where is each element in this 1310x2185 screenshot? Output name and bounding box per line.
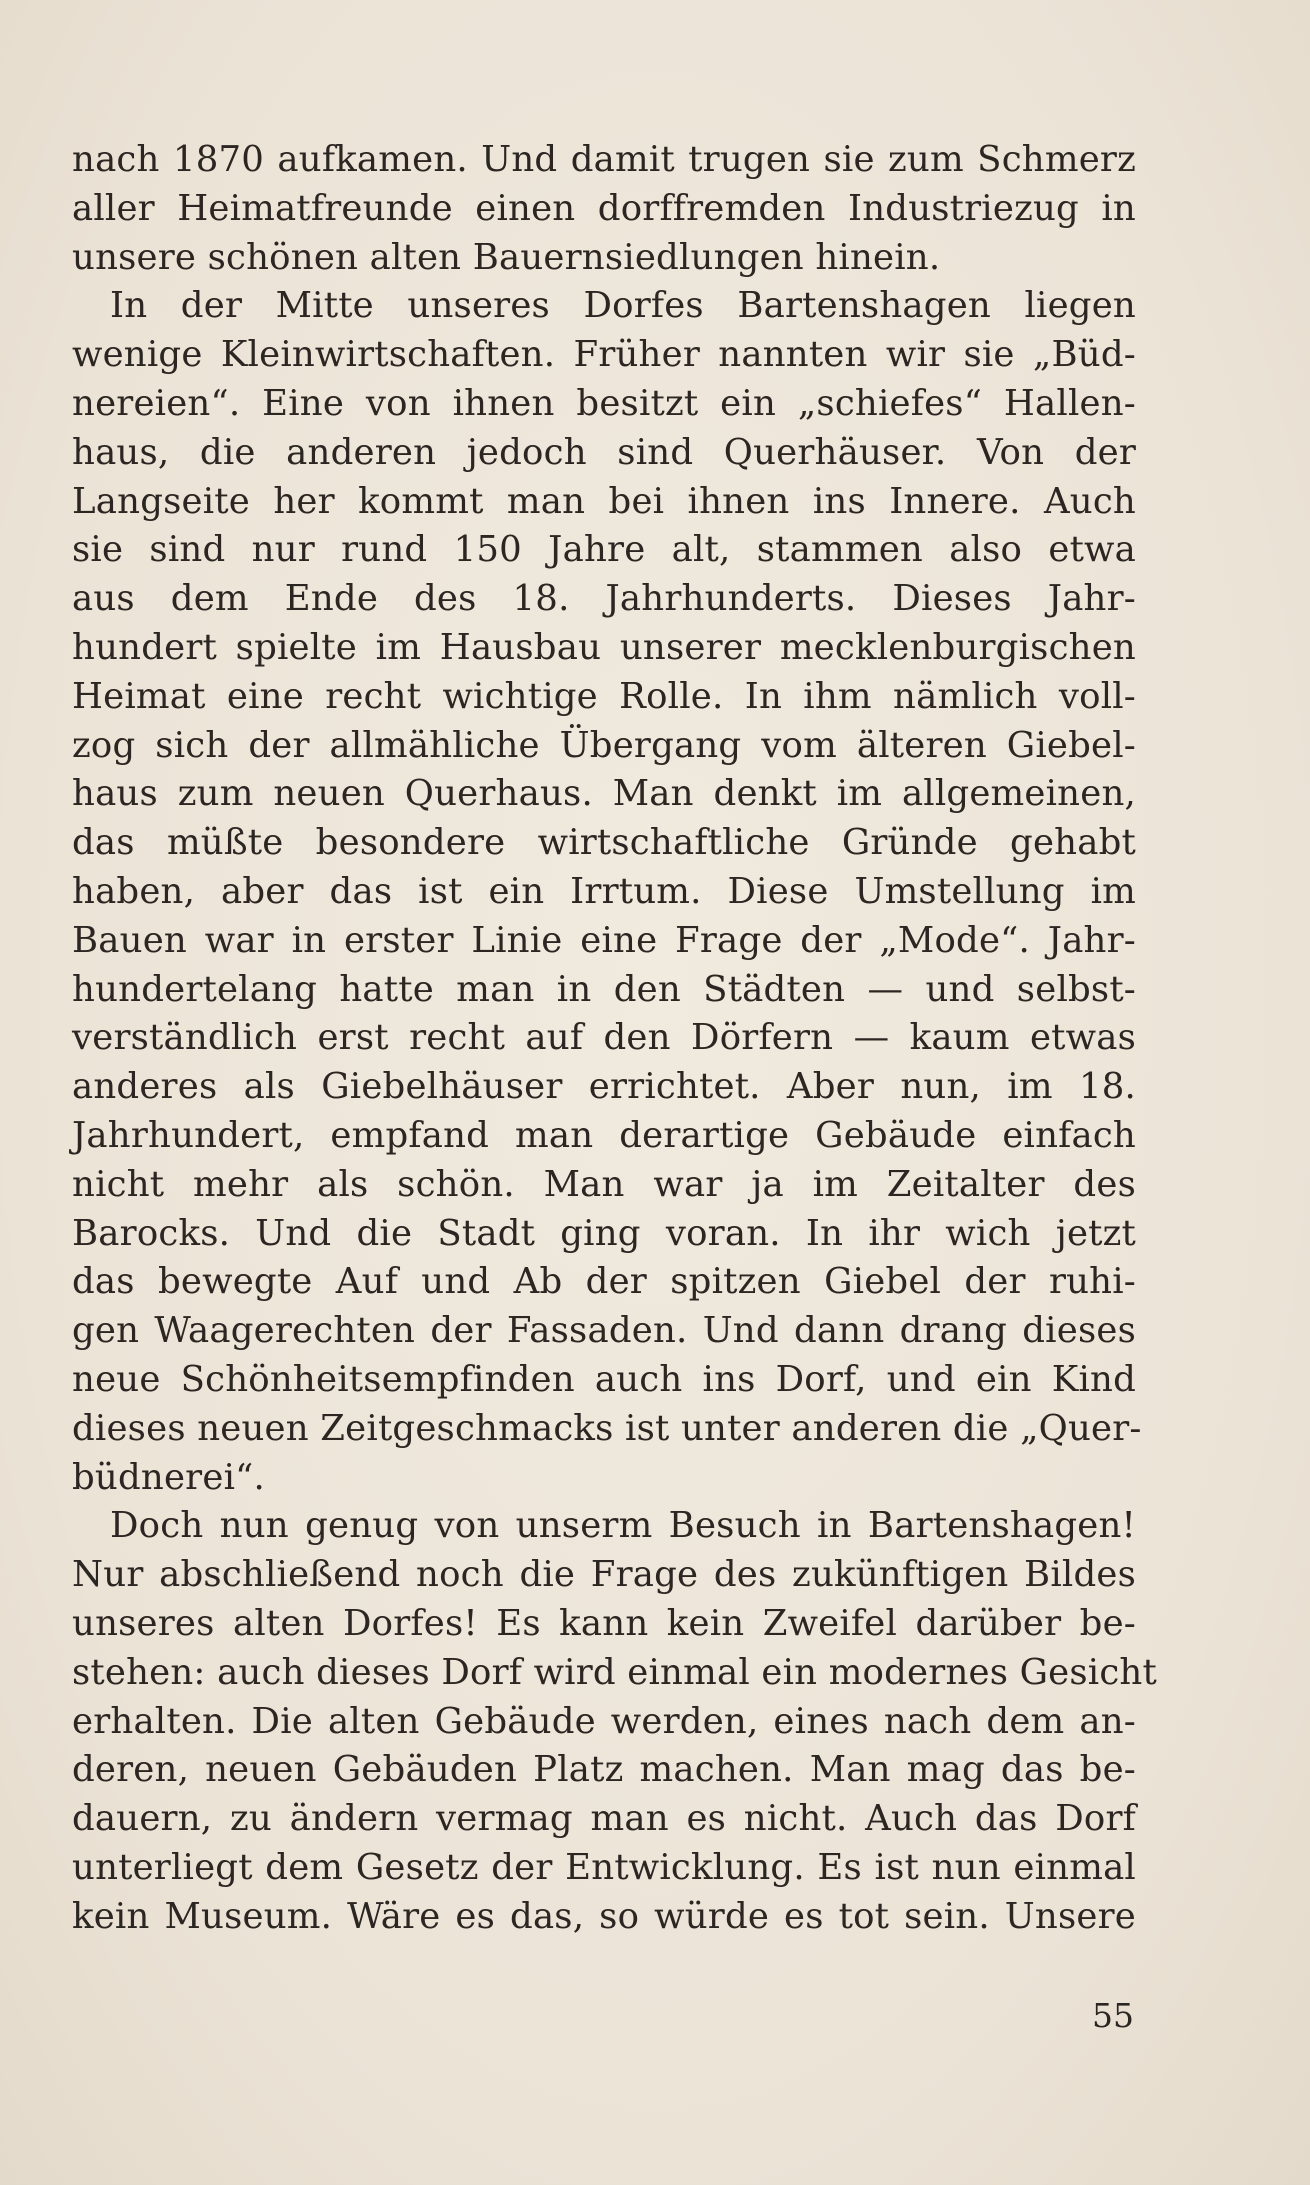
text-line: unseres alten Dorfes! Es kann kein Zweifel darüber be- [72,1602,1136,1644]
text-line: Barocks. Und die Stadt ging voran. In ihr wich jetzt [72,1212,1136,1254]
text-line: haus zum neuen Querhaus. Man denkt im allgemeinen, [72,773,1136,815]
text-line: gen Waagerechten der Fassaden. Und dann drang dieses [72,1310,1136,1352]
text-line: Langseite her kommt man bei ihnen ins Innere. Auch [72,480,1136,522]
text-line: hundert spielte im Hausbau unserer mecklenburgischen [72,626,1136,668]
text-line: nach 1870 aufkamen. Und damit trugen sie zum Schmerz [72,139,1136,180]
paragraph [72,282,1142,1502]
text-line: Jahrhundert, empfand man derartige Gebäude einfach [72,1114,1136,1156]
text-line: stehen: auch dieses Dorf wird einmal ein modernes Gesicht [72,1651,1157,1693]
text-line: nicht mehr als schön. Man war ja im Zeitalter des [72,1163,1136,1205]
text-line: Doch nun genug von unserm Besuch in Bartenshagen! [110,1505,1136,1547]
text-line: das bewegte Auf und Ab der spitzen Giebel der ruhi- [72,1261,1136,1303]
text-line: anderes als Giebelhäuser errichtet. Aber nun, im 18. [72,1066,1136,1108]
text-line: sie sind nur rund 150 Jahre alt, stammen also etwa [72,529,1136,571]
text-line: Nur abschließend noch die Frage des zukünftigen Bildes [72,1554,1136,1596]
text-line: Bauen war in erster Linie eine Frage der „Mode“. Jahr- [72,919,1136,961]
text-line: haben, aber das ist ein Irrtum. Diese Umstellung im [72,870,1136,912]
text-line: In der Mitte unseres Dorfes Bartenshagen liegen [110,285,1136,327]
text-line: erhalten. Die alten Gebäude werden, eines nach dem an- [72,1700,1136,1742]
text-line: das müßte besondere wirtschaftliche Gründe gehabt [72,822,1136,864]
text-line: büdnerei“. [72,1456,265,1498]
text-line: unterliegt dem Gesetz der Entwicklung. Es ist nun einmal [72,1846,1136,1888]
text-line: dieses neuen Zeitgeschmacks ist unter anderen die „Quer- [72,1407,1142,1449]
text-line: Heimat eine recht wichtige Rolle. In ihm nämlich voll- [72,675,1136,717]
page-number: 55 [1092,1996,1134,2035]
text-line: wenige Kleinwirtschaften. Früher nannten wir sie „Büd- [72,334,1136,376]
text-line: verständlich erst recht auf den Dörfern — kaum etwas [72,1017,1136,1059]
text-line: neue Schönheitsempfinden auch ins Dorf, und ein Kind [72,1358,1136,1400]
body-text [72,136,1157,1941]
text-line: dauern, zu ändern vermag man es nicht. Auch das Dorf [72,1798,1136,1840]
text-line: kein Museum. Wäre es das, so würde es tot sein. Unsere [72,1895,1136,1937]
text-line: aller Heimatfreunde einen dorffremden Industriezug in [72,187,1136,229]
text-line: nereien“. Eine von ihnen besitzt ein „schiefes“ Hallen- [72,382,1136,424]
text-line: deren, neuen Gebäuden Platz machen. Man mag das be- [72,1749,1136,1791]
text-line: unsere schönen alten Bauernsiedlungen hinein. [72,236,941,278]
text-line: haus, die anderen jedoch sind Querhäuser. Von der [72,431,1136,473]
text-line: zog sich der allmähliche Übergang vom älteren Giebel- [72,724,1136,766]
paragraph [72,1502,1157,1941]
text-line: hundertelang hatte man in den Städten — und selbst- [72,968,1136,1010]
paragraph [72,136,1136,282]
text-line: aus dem Ende des 18. Jahrhunderts. Dieses Jahr- [72,578,1136,620]
